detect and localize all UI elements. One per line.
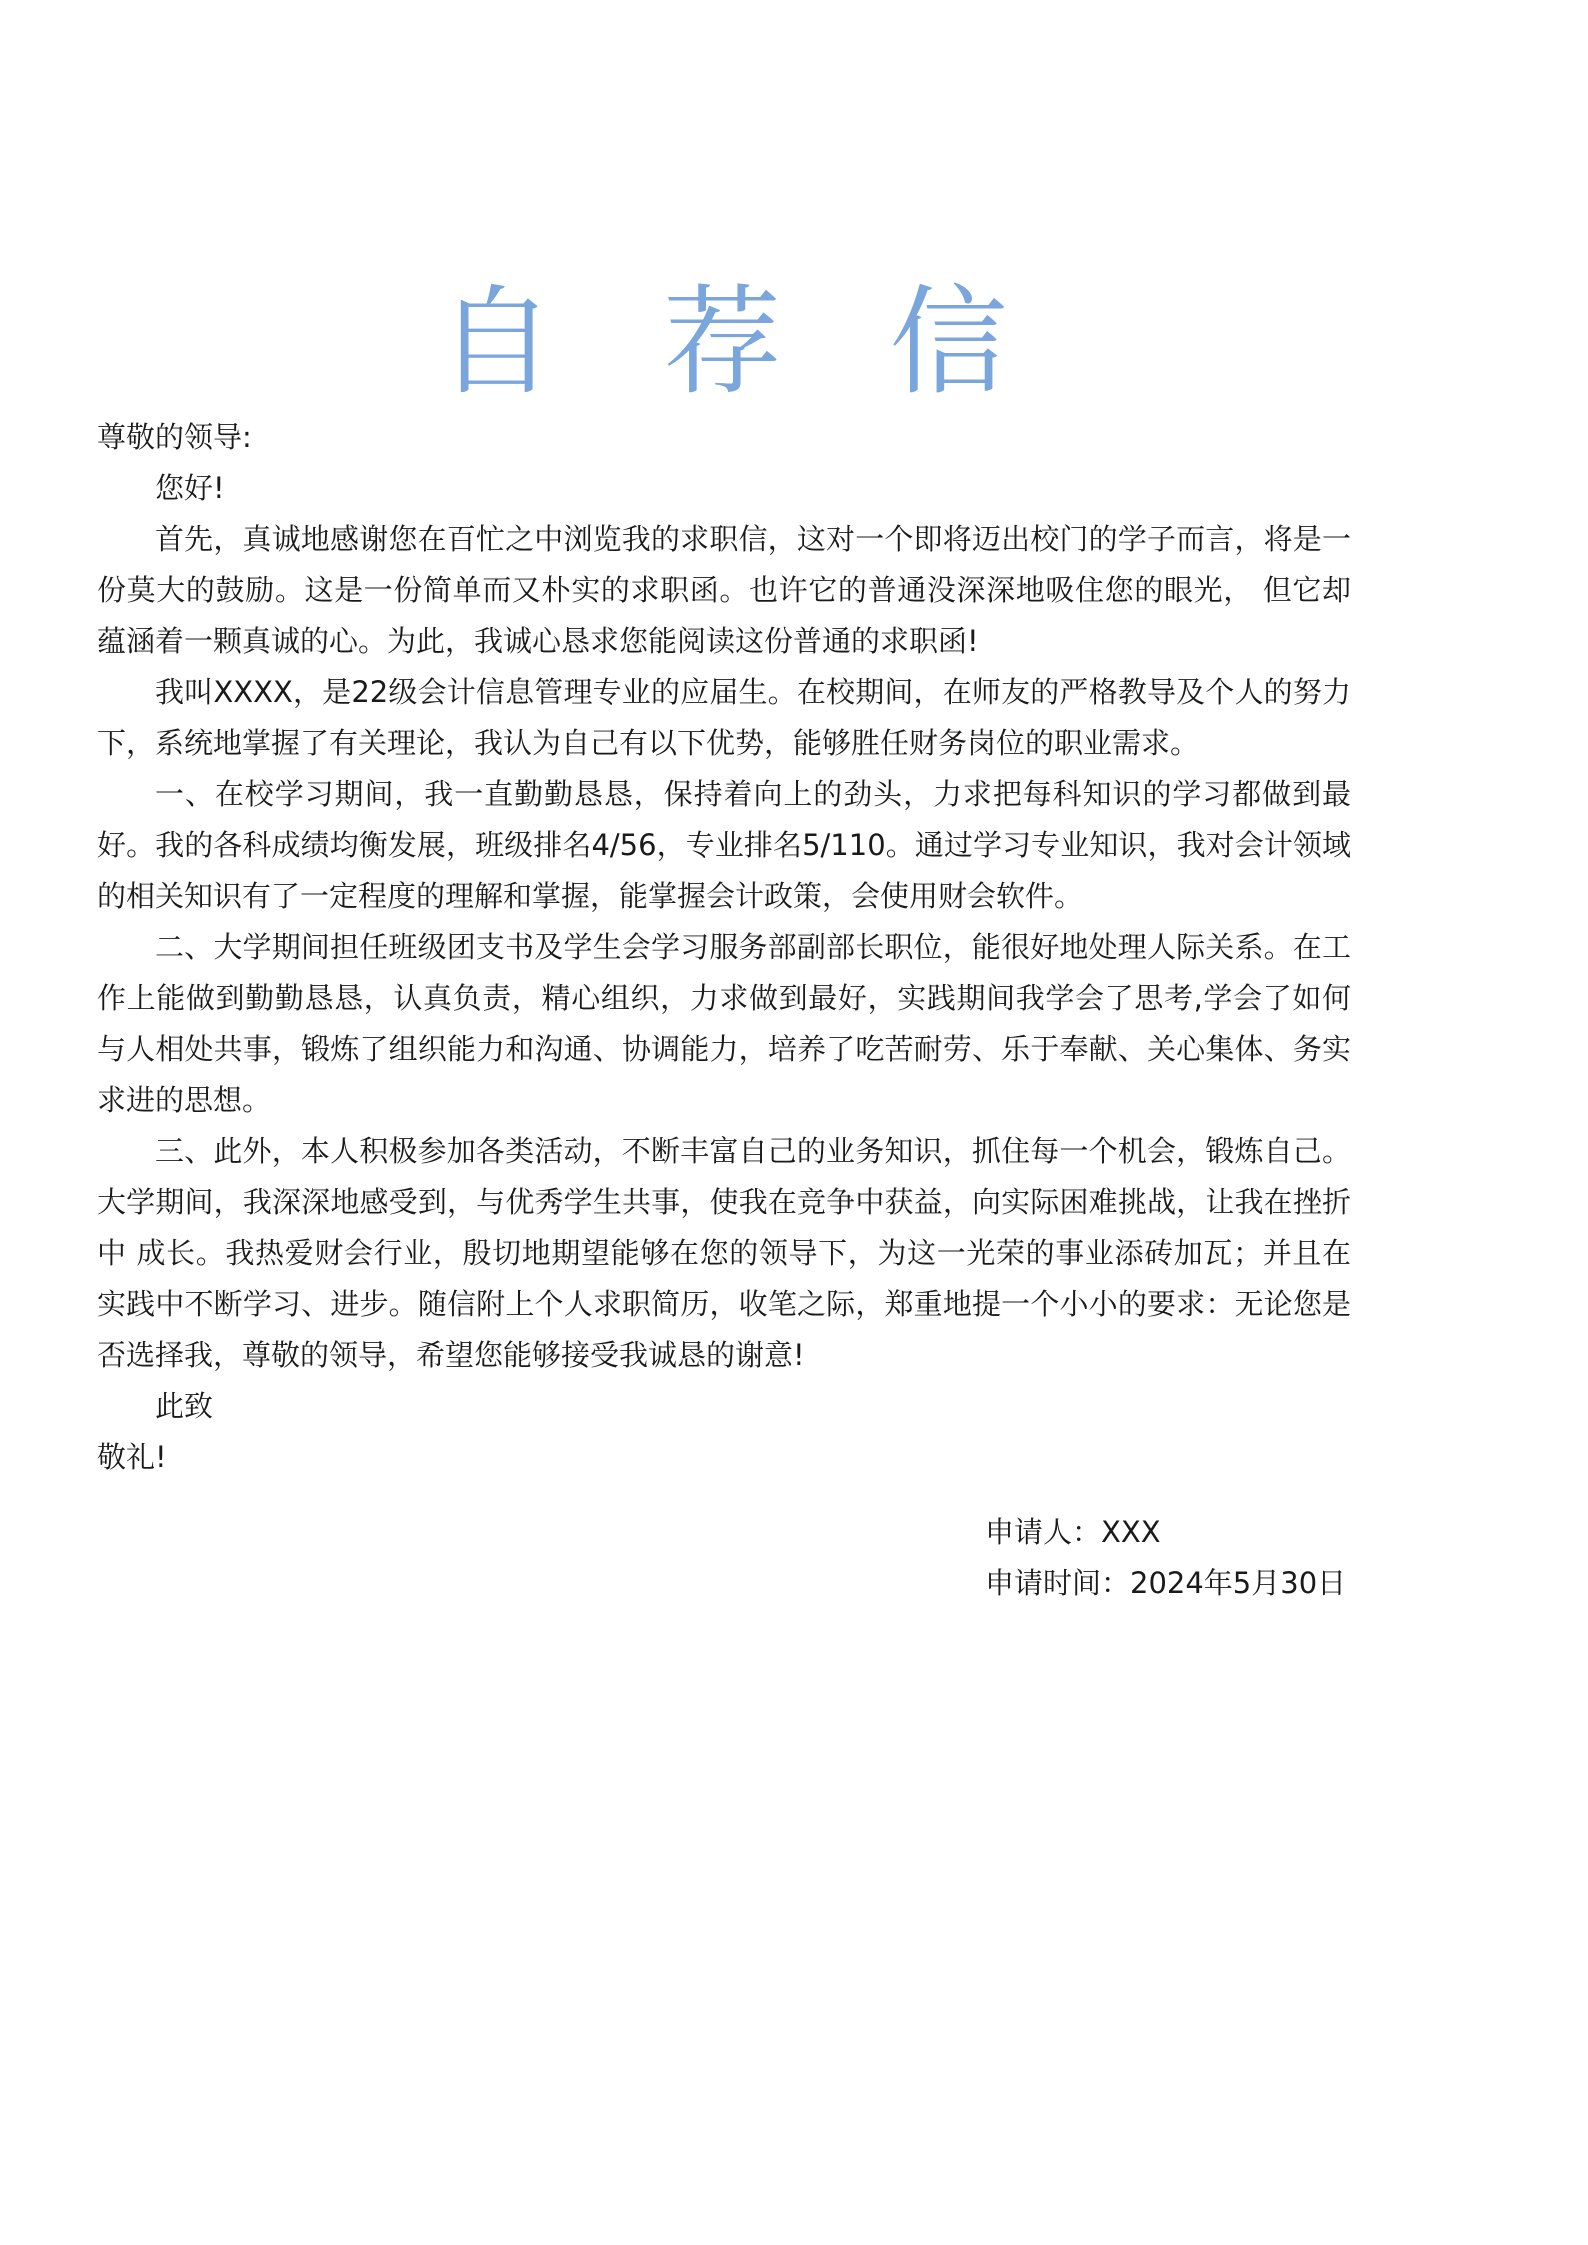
closing: 此致: [155, 1389, 214, 1423]
letter-body: [97, 412, 1351, 1483]
respect: 敬礼!: [97, 1440, 167, 1474]
paragraph-study: 一、在校学习期间，我一直勤勤恳恳，保持着向上的劲头，力求把每科知识的学习都做到最好。我的各科成绩均衡发展，班级排名4/56，专业排名5/110。通过学习专业知识，我对会计领域的相关知识有了一定程度的理解和掌握，能掌握会计政策，会使用财会软件。: [97, 777, 1351, 913]
letter-title: 自 荐 信: [436, 273, 1044, 411]
paragraph-roles: 二、大学期间担任班级团支书及学生会学习服务部副部长职位，能很好地处理人际关系。在工作上能做到勤勤恳恳，认真负责，精心组织，力求做到最好，实践期间我学会了思考,学会了如何与人相处共事，锻炼了组织能力和沟通、协调能力，培养了吃苦耐劳、乐于奉献、关心集体、务实求进的思想。: [97, 930, 1351, 1117]
salutation: 尊敬的领导:: [97, 420, 252, 454]
applicant-name: 申请人：XXX: [985, 1515, 1161, 1549]
signature-block: [985, 1507, 1346, 1609]
paragraph-self-introduction: 我叫XXXX，是22级会计信息管理专业的应届生。在校期间，在师友的严格教导及个人的努力下，系统地掌握了有关理论，我认为自己有以下优势，能够胜任财务岗位的职业需求。: [97, 675, 1351, 760]
paragraph-activities: 三、此外，本人积极参加各类活动，不断丰富自己的业务知识，抓住每一个机会，锻炼自己。大学期间，我深深地感受到，与优秀学生共事，使我在竞争中获益，向实际困难挑战，让我在挫折中 成长。我热爱财会行业，殷切地期望能够在您的领导下，为这一光荣的事业添砖加瓦；并且在实践中不断学习、进步。随信附上个人求职简历，收笔之际，郑重地提一个小小的要求：无论您是否选择我，尊敬的领导，希望您能够接受我诚恳的谢意!: [97, 1134, 1351, 1372]
paragraph-intro: 首先，真诚地感谢您在百忙之中浏览我的求职信，这对一个即将迈出校门的学子而言，将是一份莫大的鼓励。这是一份简单而又朴实的求职函。也许它的普通没深深地吸住您的眼光， 但它却蕴涵着一颗真诚的心。为此，我诚心恳求您能阅读这份普通的求职函!: [97, 522, 1351, 658]
greeting: 您好!: [155, 471, 225, 505]
application-date: 申请时间：2024年5月30日: [985, 1566, 1347, 1600]
